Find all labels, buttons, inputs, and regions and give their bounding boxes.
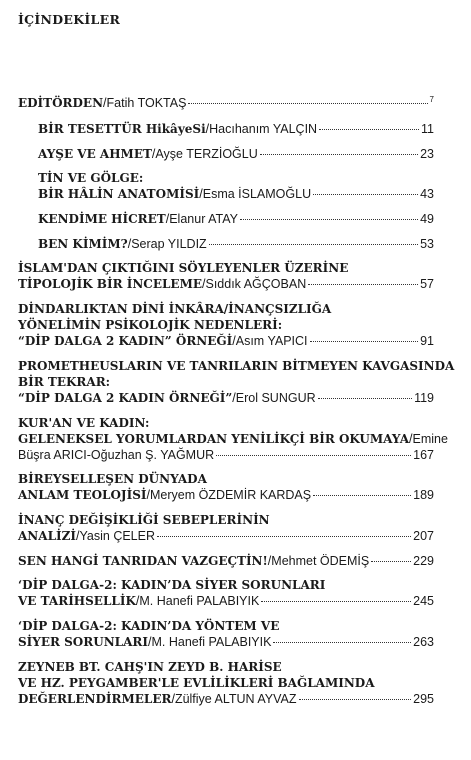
separator: / [127, 237, 132, 251]
dot-leader [371, 561, 411, 562]
page-number: 245 [413, 594, 434, 608]
page-title: İÇİNDEKİLER [18, 12, 121, 27]
separator: / [267, 554, 272, 568]
entry-title-line: ‘DİP DALGA-2: KADIN’DA YÖNTEM VE [18, 619, 280, 633]
toc-entry[interactable] [18, 553, 434, 569]
separator: / [135, 594, 140, 608]
entry-title-line: TİN VE GÖLGE: [38, 171, 144, 185]
entry-title-line: ‘DİP DALGA-2: KADIN’DA SİYER SORUNLARI [18, 578, 326, 592]
dot-leader [310, 341, 419, 342]
dot-leader [188, 103, 427, 104]
toc-entry[interactable] [38, 146, 434, 162]
entry-author: Fatih TOKTAŞ [106, 96, 187, 110]
dot-leader [318, 398, 412, 399]
dot-leader [157, 536, 411, 537]
entry-title-line: BİREYSELLEŞEN DÜNYADA [18, 472, 207, 486]
entry-last-line [18, 553, 434, 569]
entry-author: M. Hanefi PALABIYIK [139, 594, 260, 608]
separator: / [103, 96, 107, 110]
toc-entry[interactable] [18, 512, 434, 544]
entry-title: SİYER SORUNLARI [18, 635, 149, 649]
entry-last-line [38, 211, 434, 227]
dot-leader [308, 284, 418, 285]
entry-title: AYŞE VE AHMET [38, 147, 152, 161]
entry-title: DEĞERLENDİRMELER [18, 692, 172, 706]
entry-author: Asım YAPICI [235, 334, 308, 348]
dot-leader [319, 129, 419, 130]
entry-title: BİR TESETTÜR HikâyeSi [38, 122, 206, 136]
entry-title: BEN KİMİM? [38, 237, 128, 251]
entry-title: KENDİME HİCRET [38, 212, 166, 226]
page-number: 229 [413, 554, 434, 568]
entry-title: “DİP DALGA 2 KADIN” ÖRNEĞİ [18, 334, 233, 348]
page-number: 189 [413, 488, 434, 502]
entry-author: Yasin ÇELER [79, 529, 155, 543]
entry-title-line: İNANÇ DEĞİŞİKLİĞİ SEBEPLERİNİN [18, 513, 270, 527]
entry-last-line [18, 634, 434, 650]
entry-author: Ayşe TERZİOĞLU [155, 147, 258, 161]
entry-author: Büşra ARICI-Oğuzhan Ş. YAĞMUR [18, 448, 215, 462]
page-number: 11 [421, 122, 434, 136]
entry-last-line [38, 186, 434, 202]
entry-title-line: PROMETHEUSLARIN VE TANRILARIN BİTMEYEN KAVGASINDA [18, 359, 455, 373]
entry-author-part: Emine [412, 432, 448, 446]
dot-leader [313, 194, 418, 195]
entry-title-part: GELENEKSEL YORUMLARDAN YENİLİKÇİ BİR OKUMAYA [18, 432, 410, 446]
toc-entry[interactable] [38, 211, 434, 227]
page-number: 53 [420, 237, 434, 251]
separator: / [146, 488, 150, 502]
entry-last-line [18, 333, 434, 349]
entry-author: M. Hanefi PALABIYIK [151, 635, 272, 649]
entry-last-line [18, 95, 434, 113]
entry-author: Serap YILDIZ [131, 237, 207, 251]
separator: / [165, 212, 170, 226]
toc-entry[interactable] [18, 358, 455, 406]
entry-author: Zülfiye ALTUN AYVAZ [174, 692, 297, 706]
entry-last-line [38, 121, 434, 137]
entry-title-line: VE HZ. PEYGAMBER'LE EVLİLİKLERİ BAĞLAMINDA [18, 676, 375, 690]
entry-author: Elanur ATAY [169, 212, 238, 226]
entry-title: SEN HANGİ TANRIDAN VAZGEÇTİN! [18, 554, 268, 568]
entry-author: Mehmet ÖDEMİŞ [271, 554, 370, 568]
entry-title: ANALİZİ [18, 529, 77, 543]
page-number: 91 [420, 334, 434, 348]
entry-title-line: YÖNELİMİN PSİKOLOJİK NEDENLERİ: [18, 318, 283, 332]
entry-author: Esma İSLAMOĞLU [202, 187, 312, 201]
entry-title: VE TARİHSELLİK [18, 594, 136, 608]
entry-title-line: BİR TEKRAR: [18, 375, 111, 389]
dot-leader [299, 699, 412, 700]
page-number: 43 [420, 187, 434, 201]
toc-entry[interactable] [18, 618, 434, 650]
toc-entry[interactable] [18, 415, 448, 463]
page-number: 207 [413, 529, 434, 543]
dot-leader [273, 642, 411, 643]
entry-last-line [38, 146, 434, 162]
entry-last-line [18, 390, 434, 406]
dot-leader [216, 455, 411, 456]
toc-entry[interactable] [18, 260, 434, 292]
entry-title-line: DİNDARLIKTAN DİNİ İNKÂRA/İNANÇSIZLIĞA [18, 302, 332, 316]
toc-entry[interactable] [18, 471, 434, 503]
separator: / [202, 277, 206, 291]
dot-leader [313, 495, 411, 496]
separator: / [76, 529, 80, 543]
entry-title-line [18, 431, 448, 447]
entry-last-line [18, 276, 434, 292]
toc-entry[interactable] [18, 301, 434, 349]
separator: / [199, 187, 203, 201]
page-number: 57 [420, 277, 434, 291]
entry-author: Meryem ÖZDEMİR KARDAŞ [149, 488, 312, 502]
entry-title: EDİTÖRDEN [18, 96, 104, 110]
toc-entry[interactable] [38, 170, 434, 202]
toc-entry[interactable] [18, 659, 434, 707]
separator: / [232, 334, 236, 348]
dot-leader [260, 154, 418, 155]
separator: / [151, 147, 156, 161]
entry-title-line: KUR'AN VE KADIN: [18, 416, 150, 430]
page-number: 119 [414, 391, 434, 405]
dot-leader [240, 219, 418, 220]
entry-title: BİR HÂLİN ANATOMİSİ [38, 187, 200, 201]
entry-title: “DİP DALGA 2 KADIN ÖRNEĞİ” [18, 391, 233, 405]
toc-entry[interactable] [18, 95, 434, 113]
entry-last-line [18, 593, 434, 609]
entry-last-line [18, 487, 434, 503]
toc-entry[interactable] [38, 236, 434, 252]
page-number: 7 [429, 95, 434, 104]
dot-leader [261, 601, 411, 602]
entry-last-line [18, 528, 434, 544]
page-number: 167 [413, 448, 434, 462]
entry-title: TİPOLOJİK BİR İNCELEME [18, 277, 203, 291]
entry-title-line: İSLAM'DAN ÇIKTIĞINI SÖYLEYENLER ÜZERİNE [18, 261, 349, 275]
separator: / [409, 432, 413, 446]
page-number: 49 [420, 212, 434, 226]
page-number: 295 [413, 692, 434, 706]
entry-last-line [18, 691, 434, 707]
entry-title: ANLAM TEOLOJİSİ [18, 488, 147, 502]
dot-leader [209, 244, 418, 245]
page-number: 263 [413, 635, 434, 649]
entry-author: Erol SUNGUR [235, 391, 316, 405]
separator: / [205, 122, 210, 136]
toc-entry[interactable] [18, 577, 434, 609]
separator: / [171, 692, 175, 706]
entry-last-line [38, 236, 434, 252]
separator: / [232, 391, 236, 405]
entry-author: Hacıhanım YALÇIN [209, 122, 318, 136]
separator: / [148, 635, 152, 649]
toc-entry[interactable] [38, 121, 434, 137]
entry-title-line: ZEYNEB BT. CAHŞ'IN ZEYD B. HARİSE [18, 660, 282, 674]
entry-author: Sıddık AĞÇOBAN [205, 277, 307, 291]
page-number: 23 [420, 147, 434, 161]
entry-last-line [18, 447, 434, 463]
